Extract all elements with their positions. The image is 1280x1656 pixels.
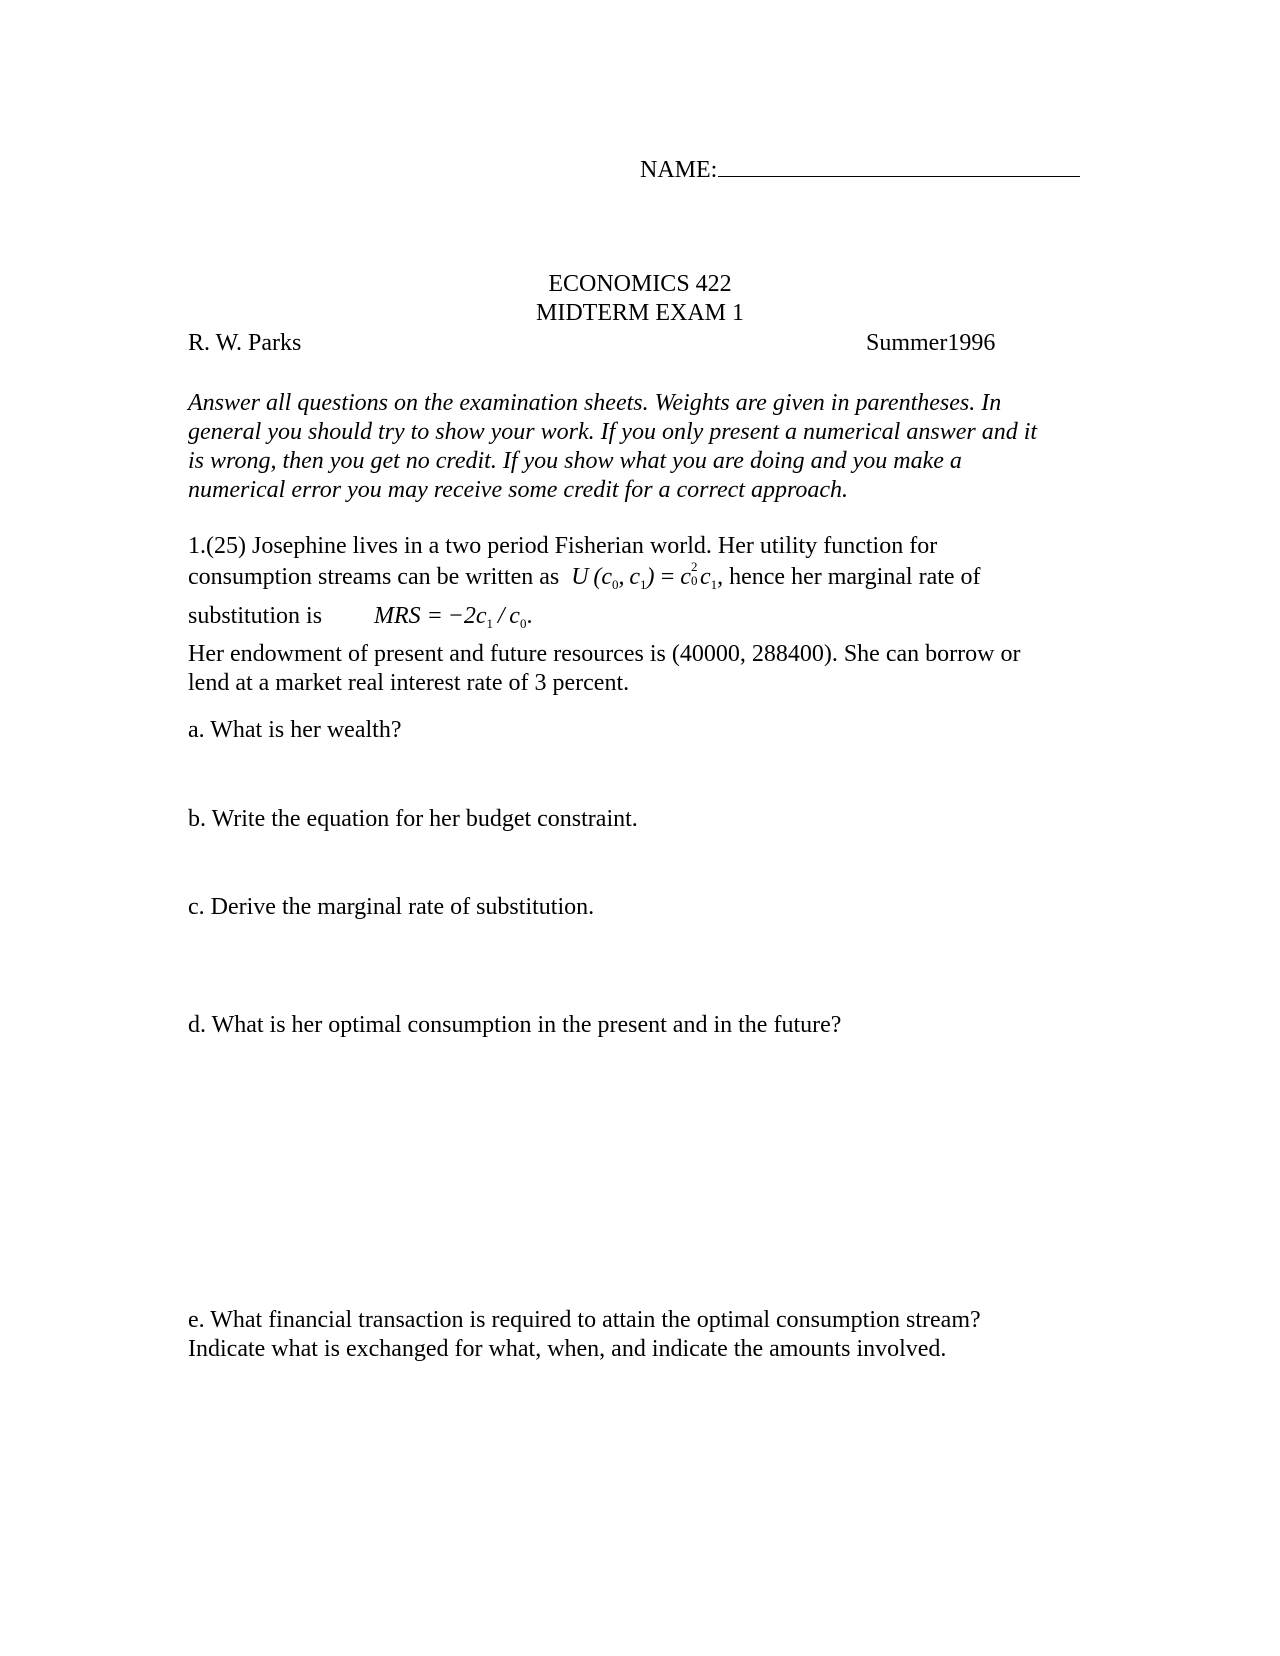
name-field bbox=[640, 152, 1080, 185]
course-title: ECONOMICS 422 bbox=[548, 271, 732, 297]
question-1 bbox=[188, 532, 1020, 698]
part-b: b. Write the equation for her budget constraint. bbox=[188, 806, 638, 832]
exam-title: MIDTERM EXAM 1 bbox=[536, 300, 744, 326]
question-1-text: consumption streams can be written as bbox=[188, 564, 560, 590]
part-e-line: Indicate what is exchanged for what, when, and indicate the amounts involved. bbox=[188, 1336, 947, 1362]
author: R. W. Parks bbox=[188, 330, 302, 356]
instructions-line: Answer all questions on the examination sheets. Weights are given in parentheses. In bbox=[188, 390, 1002, 416]
question-1-text: substitution is bbox=[188, 603, 323, 629]
part-a: a. What is her wealth? bbox=[188, 717, 402, 743]
question-1-line: 1.(25) Josephine lives in a two period Fisherian world. Her utility function for bbox=[188, 533, 938, 559]
part-c: c. Derive the marginal rate of substitution. bbox=[188, 894, 595, 920]
name-label: NAME: bbox=[640, 157, 718, 183]
part-d: d. What is her optimal consumption in the present and in the future? bbox=[188, 1012, 842, 1038]
name-blank-line[interactable] bbox=[718, 152, 1080, 177]
question-1-line bbox=[188, 602, 1020, 638]
question-1-text: , hence her marginal rate of bbox=[717, 564, 981, 590]
term: Summer1996 bbox=[866, 330, 996, 356]
instructions-line: numerical error you may receive some credit for a correct approach. bbox=[188, 477, 849, 503]
instructions-line: general you should try to show your work. If you only present a numerical answer and it bbox=[188, 419, 1038, 445]
question-1-line: lend at a market real interest rate of 3 percent. bbox=[188, 670, 630, 696]
part-e bbox=[188, 1306, 981, 1364]
question-1-line: Her endowment of present and future resources is (40000, 288400). She can borrow or bbox=[188, 641, 1021, 667]
utility-formula: U ($c_0$, $c_1) = c$ 2 0 $c_1$ bbox=[571, 559, 718, 592]
part-e-line: e. What financial transaction is required to attain the optimal consumption stream? bbox=[188, 1307, 981, 1333]
instructions bbox=[188, 389, 1088, 505]
instructions-line: is wrong, then you get no credit. If you show what you are doing and you make a bbox=[188, 448, 962, 474]
mrs-formula: MRS = $-2c_1 / c_0$. bbox=[374, 603, 533, 631]
question-1-line bbox=[188, 559, 1020, 599]
